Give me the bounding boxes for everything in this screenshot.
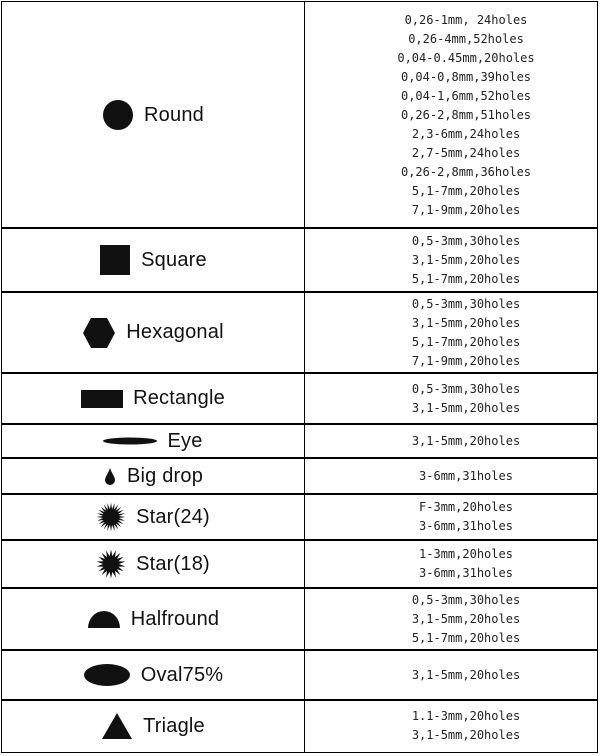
spec-line: 0,26-4mm,52holes <box>408 31 524 46</box>
spec-line: 0,04-1,6mm,52holes <box>400 88 532 103</box>
hexagon-icon <box>82 317 116 349</box>
shape-name: Rectangle <box>133 387 225 409</box>
spec-line: 0,26-2,8mm,36holes <box>400 164 532 179</box>
spec-line: 3-6mm,31holes <box>419 519 513 533</box>
square-icon <box>99 244 131 276</box>
spec-line: 0,26-2,8mm,51holes <box>400 107 532 122</box>
shape-name: Square <box>141 248 207 271</box>
spec-line: 3-6mm,31holes <box>419 468 513 483</box>
spec-cell <box>305 588 597 650</box>
shape-cell <box>2 373 304 424</box>
spec-line: 2,3-6mm,24holes <box>411 126 521 141</box>
shape-name: Triagle <box>143 714 205 737</box>
shape-cell <box>2 458 304 494</box>
spec-line: 0,5-3mm,30holes <box>411 296 521 311</box>
spec-line: 3,1-5mm,20holes <box>411 728 521 742</box>
spec-cell <box>305 494 597 540</box>
shapes-table <box>1 1 598 753</box>
table-row <box>2 588 597 650</box>
shape-label-group <box>87 608 220 631</box>
shape-cell <box>2 2 304 228</box>
table-row <box>2 2 597 228</box>
shape-label-group <box>103 430 202 453</box>
shape-label-group <box>103 465 203 488</box>
shape-cell <box>2 700 304 752</box>
spec-line: 0,26-1mm, 24holes <box>404 12 528 27</box>
shape-name: Oval75% <box>140 663 224 686</box>
table-row <box>2 540 597 588</box>
spec-cell <box>305 228 597 292</box>
shape-cell <box>2 540 304 588</box>
spec-line: 2,7-5mm,24holes <box>411 145 521 160</box>
table-row <box>2 650 597 700</box>
spec-line: 5,1-7mm,20holes <box>411 630 521 645</box>
spec-line: 3,1-5mm,20holes <box>411 315 521 330</box>
shape-cell <box>2 494 304 540</box>
spec-line: 3,1-5mm,20holes <box>411 433 521 448</box>
shape-name: Hexagonal <box>126 321 224 343</box>
spec-line: 1-3mm,20holes <box>419 547 513 561</box>
halfround-icon <box>87 609 121 629</box>
shape-label-group <box>102 99 204 131</box>
shape-name: Star(18) <box>136 552 210 575</box>
table-row <box>2 458 597 494</box>
eye-icon <box>103 436 157 446</box>
spec-line: 5,1-7mm,20holes <box>411 271 521 286</box>
shape-name: Halfround <box>130 607 220 630</box>
spec-cell <box>305 650 597 700</box>
spec-cell <box>305 2 597 228</box>
triangle-icon <box>101 712 133 740</box>
spec-cell <box>305 458 597 494</box>
spec-line: 7,1-9mm,20holes <box>411 202 521 217</box>
shape-name: Star(24) <box>136 505 210 528</box>
shape-cell <box>2 292 304 373</box>
spec-line: 0,5-3mm,30holes <box>411 233 521 248</box>
shape-label-group <box>99 244 207 276</box>
shape-label-group <box>83 663 224 687</box>
circle-icon <box>102 99 134 131</box>
spec-line: F-3mm,20holes <box>419 500 513 514</box>
spec-line: 0,5-3mm,30holes <box>411 381 521 396</box>
shape-label-group <box>81 387 225 410</box>
star24-icon <box>96 502 126 532</box>
shape-cell <box>2 588 304 650</box>
shape-label-group <box>96 549 210 579</box>
shape-cell <box>2 650 304 700</box>
spec-line: 0,04-0,8mm,39holes <box>400 69 532 84</box>
drop-icon <box>103 466 117 486</box>
table-row <box>2 494 597 540</box>
spec-cell <box>305 373 597 424</box>
spec-line: 3,1-5mm,20holes <box>411 400 521 415</box>
spec-cell <box>305 424 597 458</box>
spec-line: 1.1-3mm,20holes <box>411 709 521 723</box>
spec-line: 0,5-3mm,30holes <box>411 592 521 607</box>
shape-label-group <box>82 317 223 349</box>
table-row <box>2 700 597 752</box>
spec-line: 7,1-9mm,20holes <box>411 353 521 368</box>
spec-line: 3,1-5mm,20holes <box>411 667 521 682</box>
shape-name: Big drop <box>126 464 204 487</box>
spec-line: 3-6mm,31holes <box>419 566 513 580</box>
spec-line: 5,1-7mm,20holes <box>411 334 521 349</box>
spec-line: 5,1-7mm,20holes <box>411 183 521 198</box>
spec-line: 3,1-5mm,20holes <box>411 252 521 267</box>
table-row <box>2 373 597 424</box>
shape-name: Round <box>144 103 204 126</box>
spec-line: 3,1-5mm,20holes <box>411 611 521 626</box>
oval-icon <box>83 663 131 687</box>
shape-label-group <box>101 712 205 740</box>
shape-name: Eye <box>167 429 203 452</box>
spec-cell <box>305 292 597 373</box>
shape-cell <box>2 228 304 292</box>
spec-cell <box>305 700 597 752</box>
rectangle-icon <box>81 389 123 409</box>
shape-label-group <box>96 502 210 532</box>
spec-cell <box>305 540 597 588</box>
spec-line: 0,04-0.45mm,20holes <box>397 50 535 65</box>
star18-icon <box>96 549 126 579</box>
table-row <box>2 228 597 292</box>
table-row <box>2 424 597 458</box>
table-row <box>2 292 597 373</box>
shape-cell <box>2 424 304 458</box>
